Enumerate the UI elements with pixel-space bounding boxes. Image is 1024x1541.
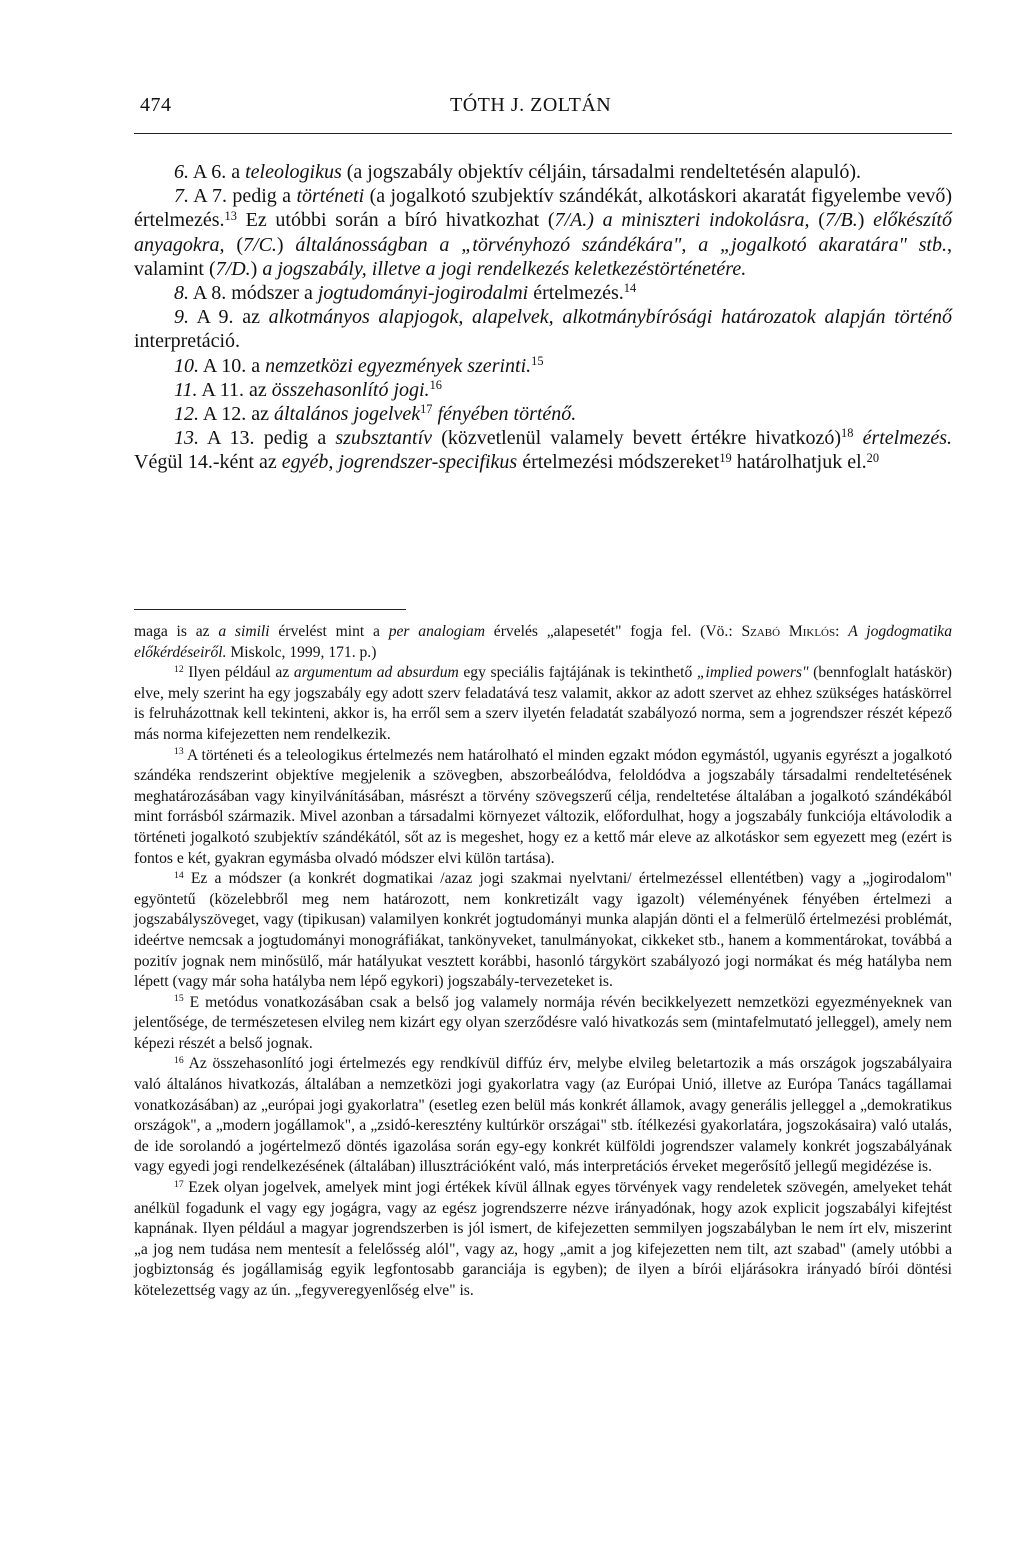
footnote-ref-13[interactable]: 13 bbox=[224, 208, 237, 223]
item-13: 13. A 13. pedig a szubsztantív (közvetlenül valamely bevett értékre hivatkozó)$^{18}$ értelmezés. Végül 14.-ként az egyéb, jogrendszer-specifikus értelmezési módszereket$^{19}$ határolhatjuk el.$^{20}$ bbox=[134, 426, 952, 474]
footnote-marker: 15 bbox=[174, 993, 184, 1005]
footnote-12: $^{12}$ Ilyen például az argumentum ad absurdum egy speciális fajtájának is tekinthető „implied powers" (bennfoglalt hatáskör) elve, mely szerint ha egy jogszabály egy adott szerv feladatává tesz valamit, akkor az adott szervet az ehhez szükséges hatáskörrel is felruházottnak kell tekinteni, akkor is, ha erről sem a szerv ilyetén feladatát szabályozó norma, sem a jogrendszer részét képező más norma kifejezetten nem rendelkezik. bbox=[134, 663, 952, 743]
main-text bbox=[134, 160, 952, 475]
footnotes bbox=[134, 622, 952, 1302]
item-12: 12. A 12. az általános jogelvek$^{17}$ fényében történő. bbox=[174, 402, 577, 426]
footnote-13: $^{13}$ A történeti és a teleologikus értelmezés nem határolható el minden egzakt módon egymástól, ugyanis egyrészt a jogalkotó szándéka rendszerint objektíve megjelenik a szövegben, abszorbeálódva, feloldódva a jogszabály társadalmi rendeltetésének meghatározásában vagy kinyilvánításában, másrészt a törvény szövegszerű célja, rendeltetése általában a jogalkotó szándékából mint forrásból származik. Mivel azonban a társadalmi környezet változik, előfordulhat, hogy a jogszabály funkciója eltávolodik a történeti jogalkotó szubjektív szándékától, sőt az is megeshet, hogy ez a kettő már eleve az alkotáskor sem egyezett meg (ezért is fontos e két, gyakran egymásba olvadó módszer elvi külön tartása). bbox=[134, 746, 952, 867]
footnote-14: $^{14}$ Ez a módszer (a konkrét dogmatikai /azaz jogi szakmai nyelvtani/ értelmezéssel ellentétben) vagy a „jogirodalom" egyöntetű (közelebbről meg nem határozott, nem konkretizált vagy igazolt) véleményének fényében értelmezi a jogszabályszöveget, vagy (tipikusan) valamilyen konkrét jogtudományi munka alapján dönti el a felmerülő értelmezési problémát, ideértve nemcsak a jogtudományi monográfiákat, tankönyveket, tanulmányokat, cikkeket stb., hanem a kommentárokat, továbbá a pozitív jognak nem minősülő, már hatályukat vesztett korábbi, hasonló tárgykört szabályozó jogi normákat és még hatályba nem lépett (vagy már soha hatályba nem lépő egykori) jogszabály-tervezeteket is. bbox=[134, 869, 952, 991]
item-6: 6. A 6. a teleologikus (a jogszabály objektív céljáin, társadalmi rendeltetésén alapuló). bbox=[174, 161, 862, 183]
item-10: 10. A 10. a nemzetközi egyezmények szerinti.$^{15}$ bbox=[174, 353, 544, 377]
page-number: 474 bbox=[140, 94, 172, 116]
item-7: 7. A 7. pedig a történeti (a jogalkotó szubjektív szándékát, alkotáskori akaratát figyelembe vevő) értelmezés.$^{13}$ Ez utóbbi során a bíró hivatkozhat (7/A.) a miniszteri indokolásra, (7/B.) előkészítő anyagokra, (7/C.) általánosságban a „törvényhozó szándékára", a „jogalkotó akaratára" stb., valamint (7/D.) a jogszabály, illetve a jogi rendelkezés keletkezéstörténetére. bbox=[134, 185, 952, 280]
footnote-ref-18[interactable]: 18 bbox=[841, 426, 854, 441]
footnote-ref-16[interactable]: 16 bbox=[429, 378, 442, 393]
footnote-ref-15[interactable]: 15 bbox=[531, 353, 544, 368]
footnote-marker: 14 bbox=[174, 869, 184, 881]
footnote-ref-19[interactable]: 19 bbox=[719, 450, 732, 465]
header-rule bbox=[134, 133, 952, 134]
footnote-continuation: maga is az a simili érvelést mint a per analogiam érvelés „alapesetét" fogja fel. (Vö.: Szabó Miklós: A jogdogmatika előkérdéseiről. Miskolc, 1999, 171. p.) bbox=[134, 623, 952, 661]
item-11: 11. A 11. az összehasonlító jogi.$^{16}$ bbox=[174, 378, 442, 401]
footnote-16: $^{16}$ Az összehasonlító jogi értelmezés egy rendkívül diffúz érv, melybe elvileg beletartozik a más országok jogszabályaira való általános hivatkozás, általában a nemzetközi jogi gyakorlatra vagy (az Európai Unió, illetve az Európa Tanács tagállamai vonatkozásában) az „európai jogi gyakorlatra" (esetleg ezen belül más konkrét államok, avagy generális jelleggel a „demokratikus országok", a „modern jogállamok", a „zsidó-keresztény kultúrkör országai" stb. ítélkezési gyakorlatára, jogszokásaira) való utalás, de ide sorolandó a jogértelmező döntés igazolása során egy-egy konkrét külföldi jogrendszer valamely konkrét jogszabályának vagy egyedi jogi rendelkezésének (általában) illusztrációként való, más interpretációs érveket megerősítő jellegű megidézése is. bbox=[134, 1055, 952, 1176]
footnote-marker: 12 bbox=[174, 663, 184, 675]
footnote-marker: 13 bbox=[174, 746, 184, 758]
footnote-marker: 17 bbox=[174, 1178, 184, 1190]
running-title-author: TÓTH J. ZOLTÁN bbox=[450, 94, 612, 116]
item-8: 8. A 8. módszer a jogtudományi-jogirodalmi értelmezés.$^{14}$ bbox=[174, 281, 637, 305]
footnote-separator bbox=[134, 609, 406, 610]
running-header bbox=[134, 92, 954, 122]
footnote-17: $^{17}$ Ezek olyan jogelvek, amelyek mint jogi értékek kívül állnak egyes törvények vagy rendeletek szövegén, amelyeket tehát anélkül fogadunk el vagy egy jogágra, vagy az egész jogrendszerre nézve irányadónak, hogy azok explicit jogszabályi kifejtést kapnának. Ilyen például a magyar jogrendszerben is jól ismert, de kifejezetten semmilyen jogszabályban le nem írt elv, miszerint „a jog nem tudása nem mentesít a felelősség alól", vagy az, hogy „amit a jog kifejezetten nem tilt, azt szabad" (amely utóbbi a jogbiztonság és jogállamiság egyik legfontosabb garanciája is egyben); de ilyen a bírói eljárásokra irányadó bírói döntési kötelezettség vagy az ún. „fegyveregyenlőség elve" is. bbox=[134, 1178, 952, 1299]
footnote-ref-20[interactable]: 20 bbox=[866, 450, 880, 465]
footnote-ref-17[interactable]: 17 bbox=[420, 402, 433, 417]
footnote-ref-14[interactable]: 14 bbox=[623, 281, 637, 296]
item-9: 9. A 9. az alkotmányos alapjogok, alapelvek, alkotmánybírósági határozatok alapján történő interpretáció. bbox=[134, 306, 952, 353]
footnote-marker: 16 bbox=[174, 1055, 184, 1067]
footnote-15: $^{15}$ E metódus vonatkozásában csak a belső jog valamely normája révén becikkelyezett nemzetközi egyezményeknek van jelentősége, de természetesen elvileg nem kizárt egy olyan szerződésre való hivatkozás sem (mintafelmutató jelleggel), amely nem képezi részét a belső jognak. bbox=[134, 993, 952, 1052]
